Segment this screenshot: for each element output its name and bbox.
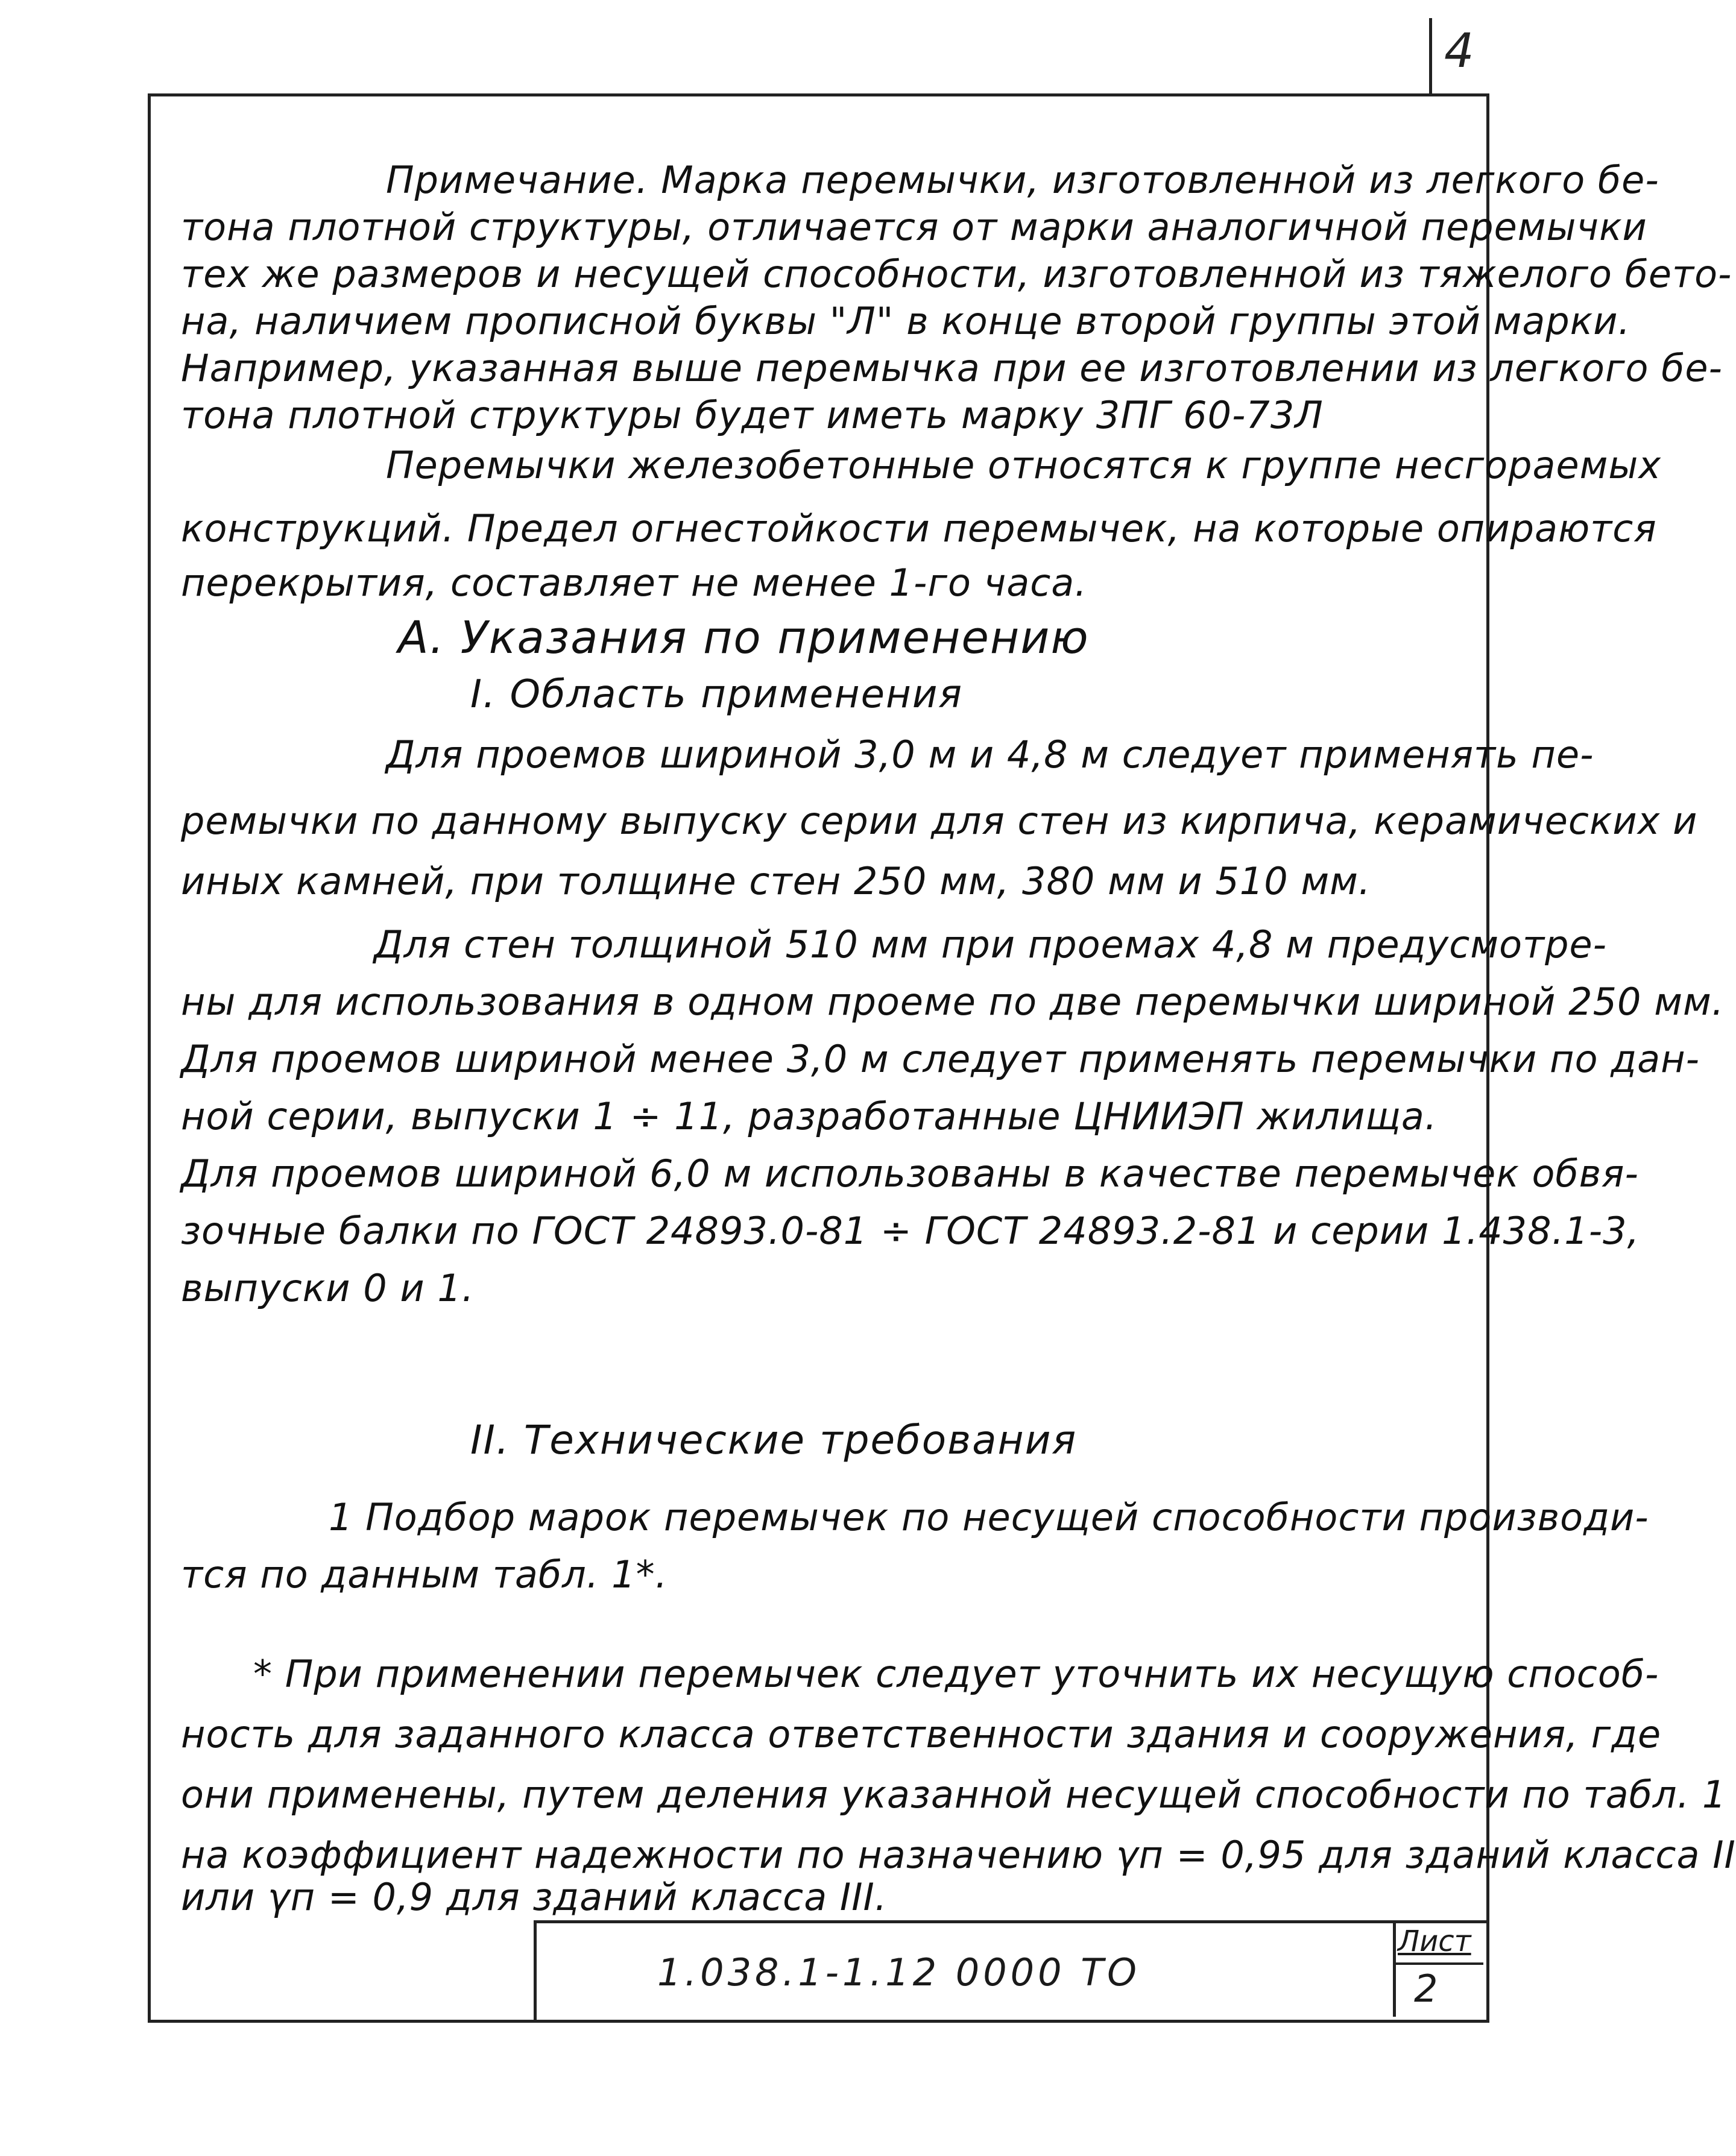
sheet-divider (1393, 1962, 1483, 1965)
sheet-number: 2 (1414, 1967, 1438, 2011)
section-2-line-1: 1 Подбор марок перемычек по несущей способности производи- (329, 1495, 1649, 1539)
note-line-1: Примечание. Марка перемычки, изготовленной из легкого бе- (386, 158, 1659, 202)
section-a-title: А. Указания по применению (398, 612, 1090, 664)
page-number: 4 (1444, 24, 1474, 78)
scope-p2-line-2: ны для использования в одном проеме по две перемычки шириной 250 мм. (181, 980, 1725, 1024)
footnote-line-4: на коэффициент надежности по назначению γп = 0,95 для зданий класса II (181, 1833, 1736, 1877)
scope-p1-line-1: Для проемов шириной 3,0 м и 4,8 м следует применять пе- (386, 733, 1594, 777)
note-line-6: тона плотной структуры будет иметь марку 3ПГ 60-73Л (181, 393, 1324, 437)
fire-line-2: конструкций. Предел огнестойкости перемычек, на которые опираются (181, 506, 1657, 550)
footnote-line-1: * При применении перемычек следует уточнить их несущую способ- (253, 1652, 1659, 1696)
scope-p2-line-7: выпуски 0 и 1. (181, 1266, 475, 1310)
scope-p2-line-4: ной серии, выпуски 1 ÷ 11, разработанные ЦНИИЭП жилища. (181, 1094, 1438, 1138)
section-2-line-2: тся по данным табл. 1*. (181, 1552, 668, 1597)
note-line-5: Например, указанная выше перемычка при ее изготовлении из легкого бе- (181, 346, 1723, 390)
scope-p2-line-3: Для проемов шириной менее 3,0 м следует применять перемычки по дан- (181, 1037, 1700, 1081)
fire-line-1: Перемычки железобетонные относятся к группе несгораемых (386, 443, 1662, 487)
page-number-rule (1429, 18, 1432, 96)
footnote-line-2: ность для заданного класса ответственности здания и сооружения, где (181, 1712, 1662, 1756)
scope-p2-line-6: зочные балки по ГОСТ 24893.0-81 ÷ ГОСТ 24893.2-81 и серии 1.438.1-3, (181, 1209, 1640, 1253)
section-2-title: II. Технические требования (470, 1417, 1078, 1463)
footnote-line-3: они применены, путем деления указанной несущей способности по табл. 1 (181, 1773, 1727, 1817)
scope-p1-line-3: иных камней, при толщине стен 250 мм, 380 мм и 510 мм. (181, 859, 1371, 903)
scope-p2-line-1: Для стен толщиной 510 мм при проемах 4,8 м предусмотре- (374, 922, 1607, 966)
footnote-line-5: или γп = 0,9 для зданий класса III. (181, 1875, 888, 1919)
note-line-2: тона плотной структуры, отличается от марки аналогичной перемычки (181, 205, 1647, 249)
scope-p1-line-2: ремычки по данному выпуску серии для стен из кирпича, керамических и (181, 799, 1698, 843)
fire-line-3: перекрытия, составляет не менее 1-го часа. (181, 561, 1087, 605)
subsection-scope-title: I. Область применения (470, 672, 963, 717)
document-code: 1.038.1-1.12 0000 ТО (657, 1950, 1140, 1994)
note-line-3: тех же размеров и несущей способности, изготовленной из тяжелого бето- (181, 252, 1732, 296)
sheet-label: Лист (1398, 1924, 1471, 1958)
note-line-4: на, наличием прописной буквы "Л" в конце второй группы этой марки. (181, 299, 1631, 343)
scope-p2-line-5: Для проемов шириной 6,0 м использованы в качестве перемычек обвя- (181, 1152, 1639, 1196)
